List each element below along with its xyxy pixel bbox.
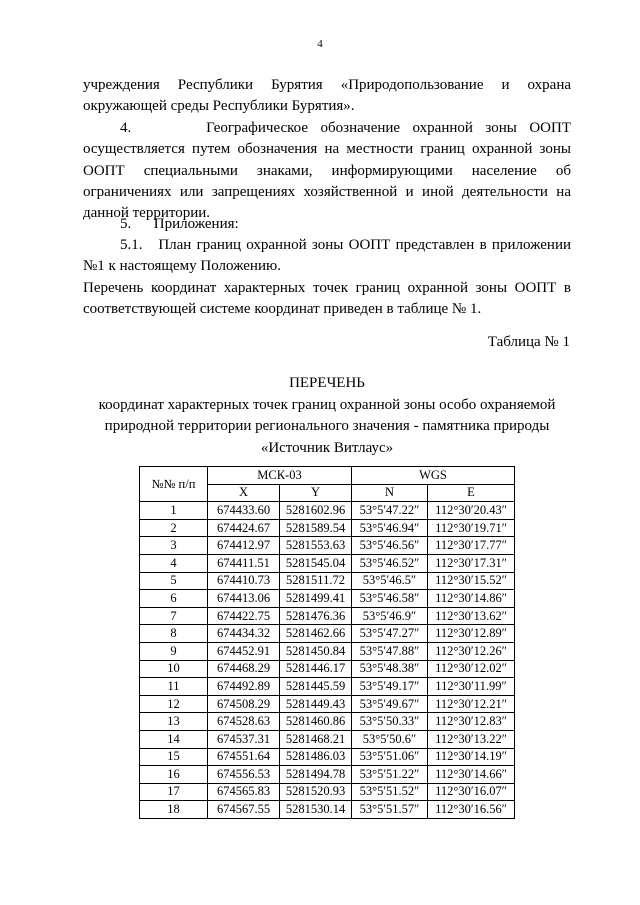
- cell-number: 9: [140, 642, 208, 660]
- cell-e: 112°30′12.83″: [428, 713, 515, 731]
- cell-n: 53°5′46.9″: [352, 607, 428, 625]
- cell-number: 5: [140, 572, 208, 590]
- cell-n: 53°5′48.38″: [352, 660, 428, 678]
- table-row: [140, 660, 515, 678]
- cell-x: 674411.51: [208, 554, 280, 572]
- cell-e: 112°30′16.56″: [428, 801, 515, 819]
- table-body: [140, 502, 515, 819]
- cell-x: 674422.75: [208, 607, 280, 625]
- cell-x: 674433.60: [208, 502, 280, 520]
- cell-e: 112°30′12.21″: [428, 695, 515, 713]
- cell-y: 5281511.72: [280, 572, 352, 590]
- cell-y: 5281486.03: [280, 748, 352, 766]
- table-row: [140, 748, 515, 766]
- cell-e: 112°30′17.31″: [428, 554, 515, 572]
- cell-x: 674412.97: [208, 537, 280, 555]
- cell-number: 17: [140, 783, 208, 801]
- cell-number: 18: [140, 801, 208, 819]
- cell-e: 112°30′12.89″: [428, 625, 515, 643]
- cell-e: 112°30′11.99″: [428, 678, 515, 696]
- title-line-4: «Источник Витлаус»: [260, 439, 394, 456]
- cell-e: 112°30′15.52″: [428, 572, 515, 590]
- table-row: [140, 801, 515, 819]
- cell-n: 53°5′46.5″: [352, 572, 428, 590]
- cell-number: 4: [140, 554, 208, 572]
- cell-e: 112°30′20.43″: [428, 502, 515, 520]
- cell-y: 5281449.43: [280, 695, 352, 713]
- page-number: 4: [317, 38, 323, 50]
- cell-n: 53°5′50.33″: [352, 713, 428, 731]
- table-row: [140, 625, 515, 643]
- paragraph-1-line-1: учреждения Республики Бурятия «Природопользование и охрана: [83, 77, 571, 93]
- cell-n: 53°5′49.67″: [352, 695, 428, 713]
- cell-number: 15: [140, 748, 208, 766]
- cell-x: 674537.31: [208, 730, 280, 748]
- cell-number: 8: [140, 625, 208, 643]
- cell-e: 112°30′12.02″: [428, 660, 515, 678]
- cell-n: 53°5′46.58″: [352, 590, 428, 608]
- cell-x: 674410.73: [208, 572, 280, 590]
- table-row: [140, 554, 515, 572]
- table-row: [140, 730, 515, 748]
- cell-e: 112°30′14.86″: [428, 590, 515, 608]
- cell-y: 5281494.78: [280, 766, 352, 784]
- paragraph-appendices: 5. Приложения:: [120, 216, 239, 232]
- header-number: №№ п/п: [140, 467, 208, 502]
- title-line-2: координат характерных точек границ охранной зоны особо охраняемой: [98, 396, 556, 413]
- cell-y: 5281450.84: [280, 642, 352, 660]
- table-row: [140, 572, 515, 590]
- title-line-1: ПЕРЕЧЕНЬ: [289, 375, 365, 391]
- table-row: [140, 678, 515, 696]
- cell-y: 5281446.17: [280, 660, 352, 678]
- cell-n: 53°5′47.88″: [352, 642, 428, 660]
- cell-y: 5281499.41: [280, 590, 352, 608]
- cell-n: 53°5′47.27″: [352, 625, 428, 643]
- cell-n: 53°5′46.56″: [352, 537, 428, 555]
- cell-x: 674434.32: [208, 625, 280, 643]
- cell-y: 5281602.96: [280, 502, 352, 520]
- cell-n: 53°5′50.6″: [352, 730, 428, 748]
- cell-e: 112°30′16.07″: [428, 783, 515, 801]
- title-line-3: природной территории регионального значения - памятника природы: [104, 418, 550, 434]
- cell-y: 5281445.59: [280, 678, 352, 696]
- paragraph-geographic-designation: 4. Географическое обозначение охранной зоны ООПТ осуществляется путем обозначения на местности границ охранной зоны ООПТ специальными знаками, информирующими население об ограничениях или запрещениях хозяйственной и иной деятельности на данной территории.: [83, 120, 571, 222]
- cell-n: 53°5′46.94″: [352, 519, 428, 537]
- table-caption: Таблица № 1: [487, 334, 570, 350]
- table-row: [140, 642, 515, 660]
- document-title: [83, 373, 571, 459]
- cell-x: 674468.29: [208, 660, 280, 678]
- cell-x: 674528.63: [208, 713, 280, 731]
- cell-e: 112°30′14.19″: [428, 748, 515, 766]
- cell-y: 5281476.36: [280, 607, 352, 625]
- cell-n: 53°5′51.06″: [352, 748, 428, 766]
- paragraph-coordinates-list: Перечень координат характерных точек границ охранной зоны ООПТ в соответствующей системе координат приведен в таблице № 1.: [83, 280, 571, 318]
- cell-number: 7: [140, 607, 208, 625]
- cell-y: 5281468.21: [280, 730, 352, 748]
- header-n: N: [352, 484, 428, 502]
- table-row: [140, 537, 515, 555]
- coordinates-table: [139, 466, 515, 819]
- cell-e: 112°30′17.77″: [428, 537, 515, 555]
- cell-number: 11: [140, 678, 208, 696]
- header-msk: МСК-03: [208, 467, 352, 485]
- cell-number: 6: [140, 590, 208, 608]
- cell-x: 674567.55: [208, 801, 280, 819]
- cell-x: 674413.06: [208, 590, 280, 608]
- cell-e: 112°30′13.62″: [428, 607, 515, 625]
- cell-y: 5281545.04: [280, 554, 352, 572]
- table-row: [140, 502, 515, 520]
- cell-number: 1: [140, 502, 208, 520]
- cell-x: 674492.89: [208, 678, 280, 696]
- cell-e: 112°30′12.26″: [428, 642, 515, 660]
- cell-n: 53°5′51.52″: [352, 783, 428, 801]
- cell-e: 112°30′19.71″: [428, 519, 515, 537]
- cell-x: 674551.64: [208, 748, 280, 766]
- cell-x: 674565.83: [208, 783, 280, 801]
- header-x: X: [208, 484, 280, 502]
- header-wgs: WGS: [352, 467, 515, 485]
- cell-number: 16: [140, 766, 208, 784]
- cell-number: 12: [140, 695, 208, 713]
- cell-x: 674424.67: [208, 519, 280, 537]
- cell-y: 5281553.63: [280, 537, 352, 555]
- cell-n: 53°5′47.22″: [352, 502, 428, 520]
- cell-e: 112°30′14.66″: [428, 766, 515, 784]
- cell-n: 53°5′51.57″: [352, 801, 428, 819]
- cell-y: 5281520.93: [280, 783, 352, 801]
- cell-number: 2: [140, 519, 208, 537]
- cell-number: 14: [140, 730, 208, 748]
- table-row: [140, 766, 515, 784]
- header-e: E: [428, 484, 515, 502]
- cell-x: 674452.91: [208, 642, 280, 660]
- cell-y: 5281530.14: [280, 801, 352, 819]
- paragraph-1-line-2: окружающей среды Республики Бурятия».: [83, 98, 355, 114]
- cell-x: 674508.29: [208, 695, 280, 713]
- table-row: [140, 783, 515, 801]
- cell-x: 674556.53: [208, 766, 280, 784]
- cell-number: 13: [140, 713, 208, 731]
- cell-n: 53°5′46.52″: [352, 554, 428, 572]
- paragraph-plan: 5.1. План границ охранной зоны ООПТ представлен в приложении №1 к настоящему Положению.: [83, 237, 571, 275]
- table-row: [140, 590, 515, 608]
- table-row: [140, 519, 515, 537]
- cell-number: 3: [140, 537, 208, 555]
- cell-e: 112°30′13.22″: [428, 730, 515, 748]
- cell-y: 5281589.54: [280, 519, 352, 537]
- table-row: [140, 607, 515, 625]
- header-y: Y: [280, 484, 352, 502]
- cell-n: 53°5′51.22″: [352, 766, 428, 784]
- cell-y: 5281462.66: [280, 625, 352, 643]
- table-row: [140, 695, 515, 713]
- table-header-row: [140, 467, 515, 485]
- table-row: [140, 713, 515, 731]
- cell-number: 10: [140, 660, 208, 678]
- cell-y: 5281460.86: [280, 713, 352, 731]
- cell-n: 53°5′49.17″: [352, 678, 428, 696]
